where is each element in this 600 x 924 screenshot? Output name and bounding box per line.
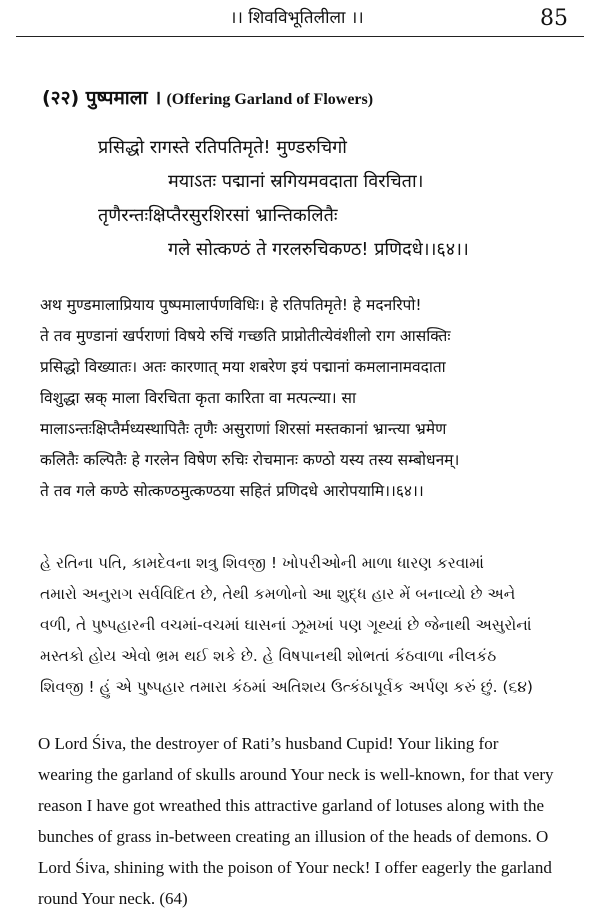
english-line: wearing the garland of skulls around Your neck is well-known, for that very <box>38 765 554 784</box>
gujarati-line: તમારો અનુરાગ સર્વવિદિત છે, તેથી કમળોનો આ શુદ્ધ હાર મેં બનાવ્યો છે અને <box>40 585 516 603</box>
commentary-line: कलितैः कल्पितैः हे गरलेन विषेण रुचिः रोचमानः कण्ठो यस्य तस्य सम्बोधनम्। <box>40 451 460 469</box>
english-line: round Your neck. (64) <box>38 889 188 908</box>
commentary-line: ते तव गले कण्ठे सोत्कण्ठमुत्कण्ठया सहितं प्रणिदधे आरोपयामि।।६४।। <box>40 482 424 500</box>
english-line: O Lord Śiva, the destroyer of Rati’s husband Cupid! Your liking for <box>38 734 499 753</box>
gujarati-line: શિવજી ! હું એ પુષ્પહાર તમારા કંઠમાં અતિશય ઉત્કંઠાપૂર્વક અર્પણ કરું છું. (૬૪) <box>40 678 533 696</box>
sanskrit-commentary <box>40 290 580 507</box>
commentary-line: विशुद्धा स्रक् माला विरचिता कृता कारिता वा मत्पत्न्या। सा <box>40 389 357 407</box>
running-header <box>0 6 600 36</box>
commentary-line: ते तव मुण्डानां खर्पराणां विषये रुचिं गच्छति प्राप्नोतीत्येवंशीलो राग आसक्तिः <box>40 327 451 345</box>
section-heading <box>42 84 582 114</box>
verse-line: गले सोत्कण्ठं ते गरलरुचिकण्ठ! प्रणिदधे।।६४।। <box>168 239 469 260</box>
gujarati-line: હે રતિના પતિ, કામદેવના શત્રુ શિવજી ! ખોપરીઓની માળા ધારણ કરવામાં <box>40 554 484 572</box>
page-number: 85 <box>540 6 568 31</box>
english-line: bunches of grass in-between creating an illusion of the heads of demons. O <box>38 827 549 846</box>
english-line: reason I have got wreathed this attractive garland of lotuses along with the <box>38 796 545 815</box>
verse-line: प्रसिद्धो रागस्ते रतिपतिमृते! मुण्डरुचिगो <box>98 137 347 158</box>
section-heading-sanskrit: (२२) पुष्पमाला । <box>42 87 162 109</box>
commentary-line: प्रसिद्धो विख्यातः। अतः कारणात् मया शबरेण इयं पद्मानां कमलानामवदाता <box>40 358 446 376</box>
section-heading-english: (Offering Garland of Flowers) <box>166 91 374 108</box>
verse-line: तृणैरन्तःक्षिप्तैरसुरशिरसां भ्रान्तिकलितैः <box>98 205 338 226</box>
english-translation <box>38 728 588 914</box>
gujarati-translation <box>40 548 580 703</box>
header-divider <box>16 36 584 37</box>
running-title: ।। शिवविभूतिलीला ।। <box>230 8 364 28</box>
gujarati-line: મસ્તકો હોય એવો ભ્રમ થઈ શકે છે. હે વિષપાનથી શોભતાં કંઠવાળા નીલકંઠ <box>40 647 497 665</box>
english-line: Lord Śiva, shining with the poison of Your neck! I offer eagerly the garland <box>38 858 552 877</box>
gujarati-line: વળી, તે પુષ્પહારની વચમાં-વચમાં ઘાસનાં ઝૂમખાં પણ ગૂથ્યાં છે જેનાથી અસુરોનાં <box>40 616 532 634</box>
verse-line: मयाऽतः पद्मानां स्रगियमवदाता विरचिता। <box>168 171 424 192</box>
commentary-line: मालाऽन्तःक्षिप्तैर्मध्यस्थापितैः तृणैः असुराणां शिरसां मस्तकानां भ्रान्त्या भ्रमेण <box>40 420 447 438</box>
commentary-line: अथ मुण्डमालाप्रियाय पुष्पमालार्पणविधिः। हे रतिपतिमृते! हे मदनरिपो! <box>40 296 422 314</box>
